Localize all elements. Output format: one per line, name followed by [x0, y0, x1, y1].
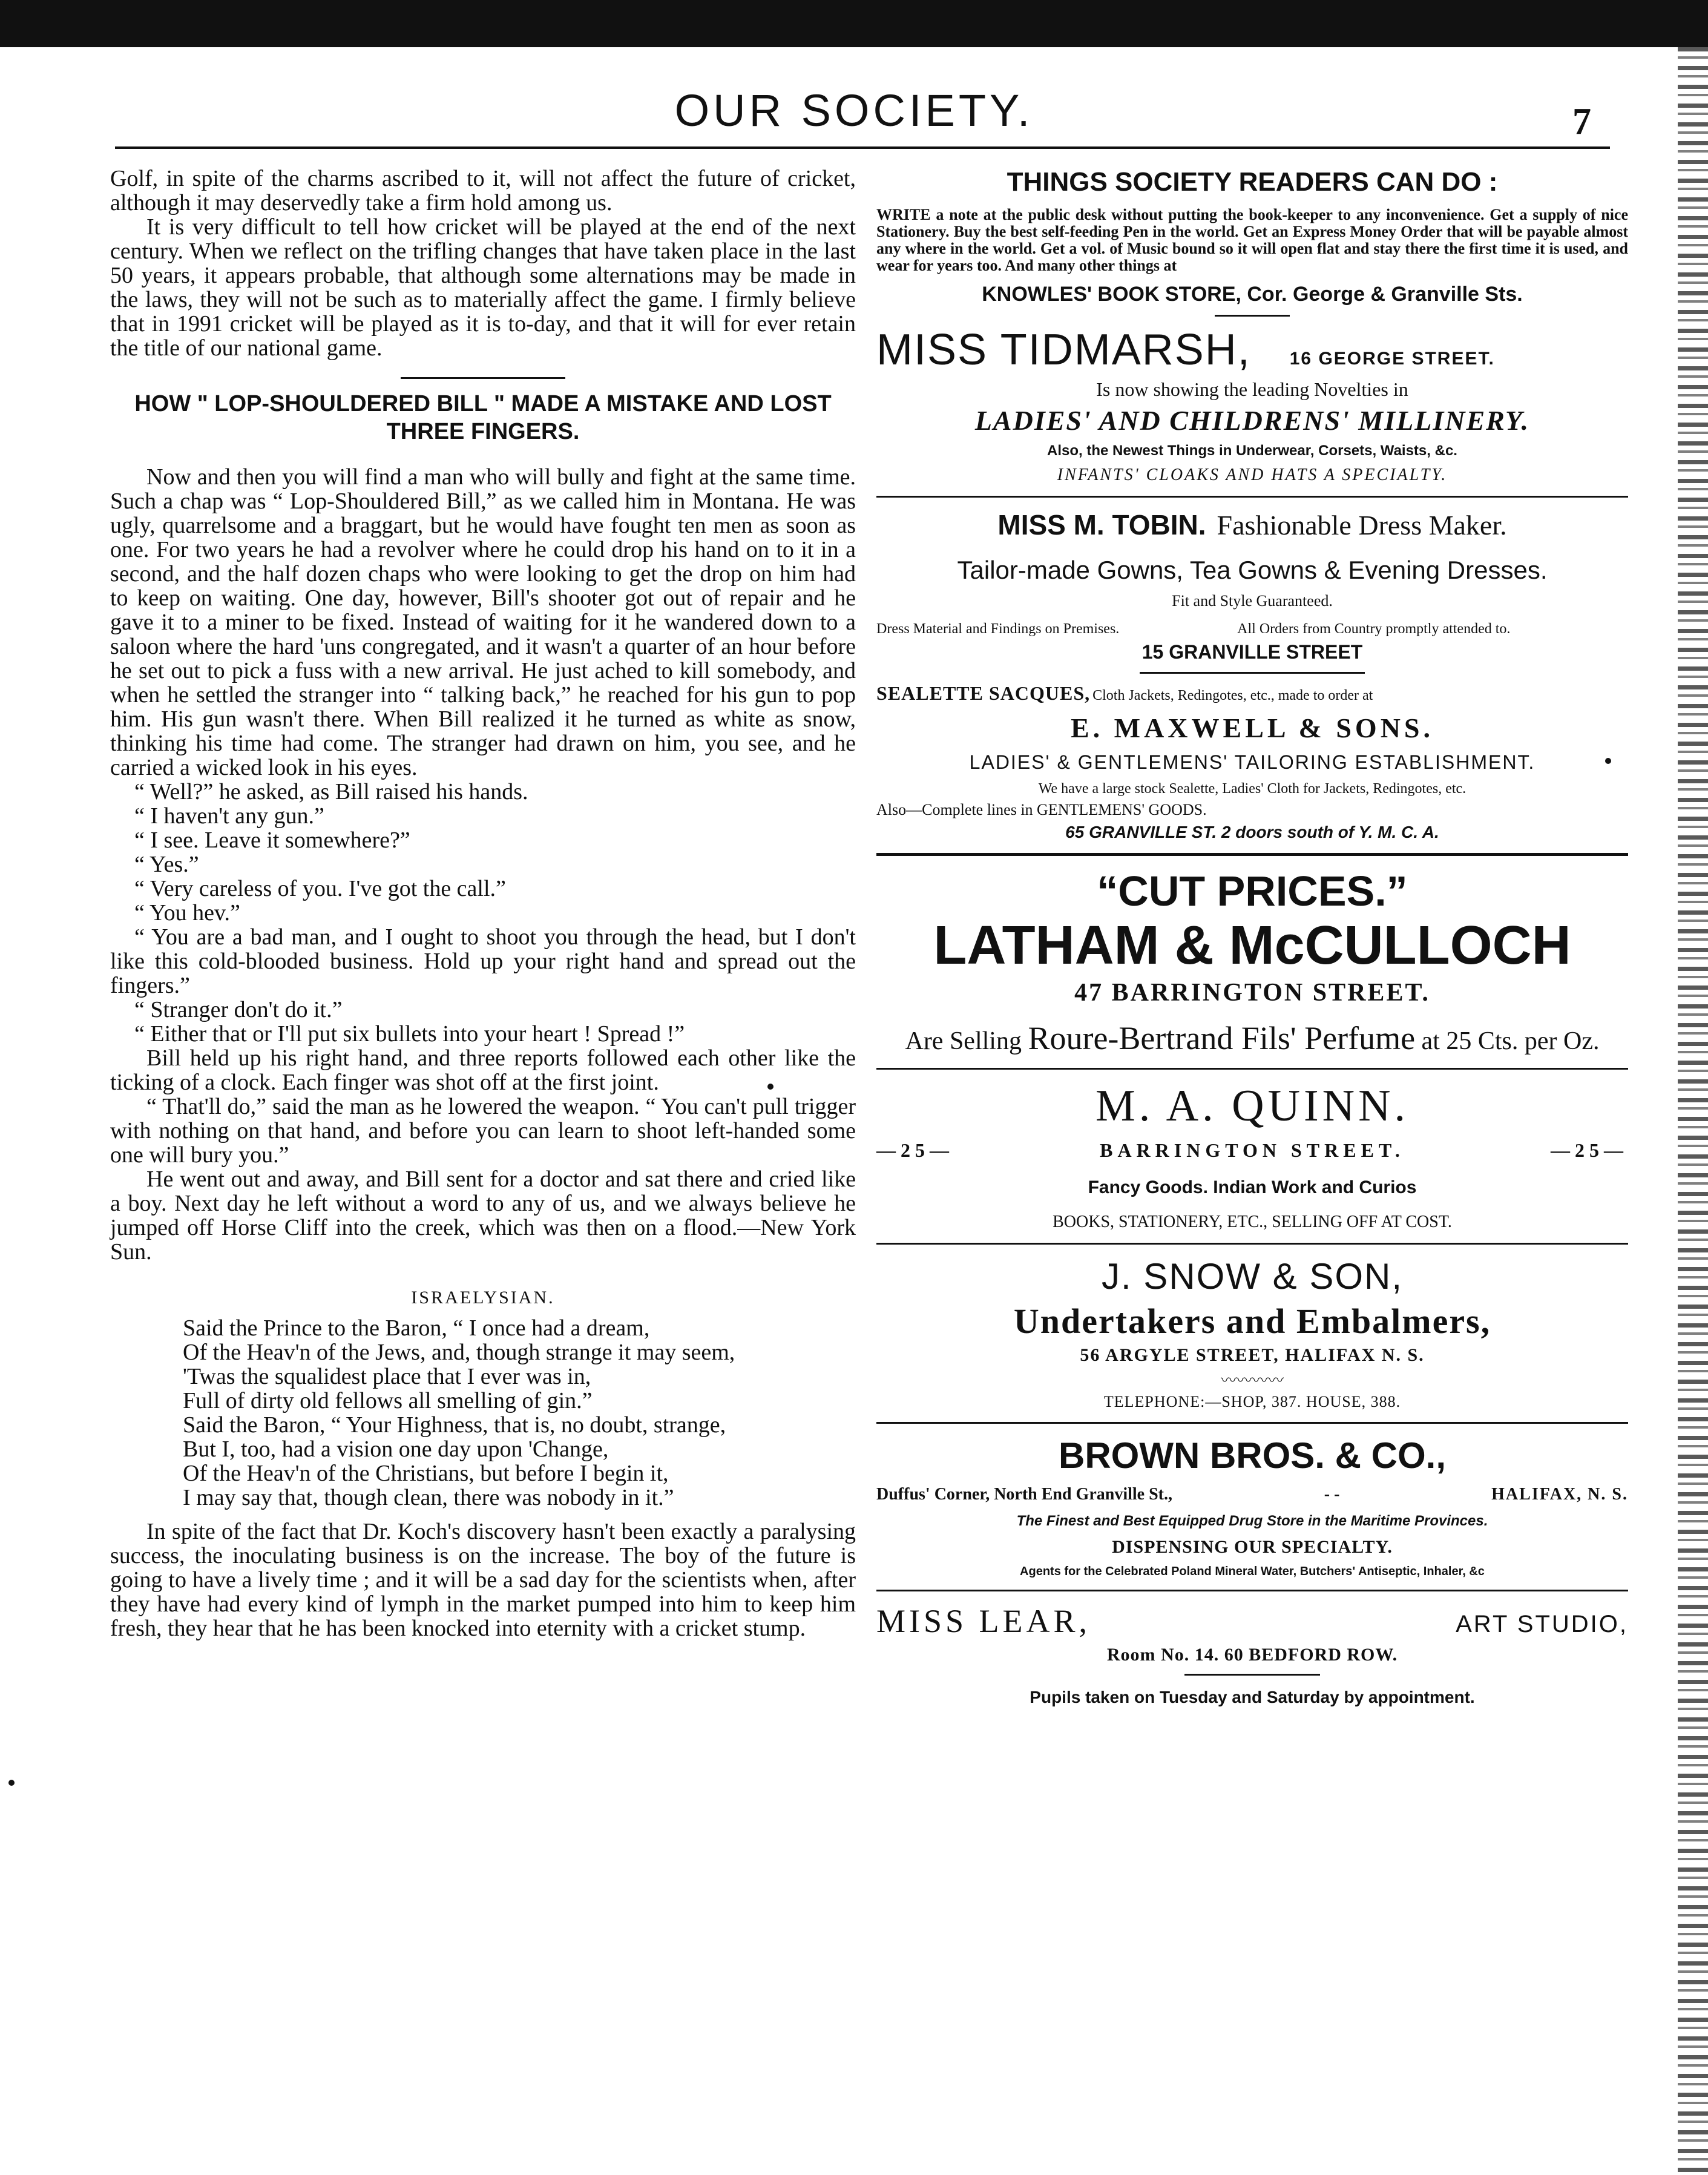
ad-snow-name: J. SNOW & SON, — [1101, 1256, 1404, 1297]
ad-maxwell-line1b: Cloth Jackets, Redingotes, etc., made to order at — [1092, 688, 1373, 703]
ad-divider — [876, 1422, 1628, 1424]
dialogue-line: “ Yes.” — [134, 852, 199, 877]
dialogue-line: “ Either that or I'll put six bullets into your heart ! Spread !” — [134, 1021, 685, 1047]
ad-tidmarsh-name: MISS TIDMARSH, — [876, 326, 1251, 374]
ad-brown-loc-a: Duffus' Corner, North End Granville St., — [876, 1485, 1173, 1504]
ad-divider — [1215, 315, 1290, 317]
story-heading: HOW " LOP-SHOULDERED BILL " MADE A MISTAKE AND LOST THREE FINGERS. — [134, 391, 832, 444]
ad-divider — [1140, 672, 1365, 674]
story-paragraph: Now and then you will find a man who will bully and fight at the same time. Such a chap was “ Lop-Shouldered Bill,” as we called him in Montana. He was ugly, quarrelsome and a braggart, but he would have fought ten men as soon as one. For two years he had a revolver where he could drop his hand on to it in a second, and the half dozen chaps who were looking to get the drop on him had to keep on waiting. One day, however, Bill's shooter got out of repair and he gave it to a miner to be fixed. Instead of waiting for it he wandered down to a saloon where the hard 'uns congregated, and it wasn't a quarter of an hour before he set out to pick a fuss with a new arrival. He just ached to kill somebody, and when he settled the stranger into “ talking back,” he reached for his gun to pop him. His gun wasn't there. When Bill realized it he turned as white as snow, thinking his time had come. The stranger had drawn on him, you see, and he carried a wicked look in his eyes. — [110, 464, 856, 780]
ad-maxwell-line1a: SEALETTE SACQUES, — [876, 682, 1091, 704]
poem-line: Of the Heav'n of the Jews, and, though strange it may seem, — [183, 1340, 735, 1365]
ad-latham-slogan: “CUT PRICES.” — [1097, 867, 1408, 915]
ad-brown-line3: Agents for the Celebrated Poland Mineral Water, Butchers' Antiseptic, Inhaler, &c — [1020, 1565, 1485, 1578]
scan-top-border — [0, 0, 1708, 47]
intro-paragraph: Golf, in spite of the charms ascribed to it, will not affect the future of cricket, although it may deservedly take a firm hold among us. — [110, 166, 856, 216]
ad-lear-note: Pupils taken on Tuesday and Saturday by appointment. — [1030, 1688, 1475, 1706]
ad-brown — [876, 1435, 1628, 1579]
poem-line: I may say that, though clean, there was nobody in it.” — [183, 1485, 674, 1510]
ad-tidmarsh-address: 16 GEORGE STREET. — [1289, 349, 1495, 369]
dialogue-line: “ You are a bad man, and I ought to shoot you through the head, but I don't like this cold-blooded business. Hold up your right hand and spread out the fingers.” — [110, 924, 856, 998]
ad-snow-trade: Undertakers and Embalmers, — [1013, 1301, 1491, 1341]
ink-speck — [767, 1084, 774, 1090]
ad-brown-line1: The Finest and Best Equipped Drug Store in the Maritime Provinces. — [1016, 1513, 1488, 1529]
ad-tidmarsh — [876, 325, 1628, 485]
ad-latham-offer-a: Are Selling — [905, 1027, 1022, 1055]
ad-lear — [876, 1602, 1628, 1707]
ad-quinn-line2: BOOKS, STATIONERY, ETC., SELLING OFF AT COST. — [1053, 1213, 1452, 1231]
ad-tobin-line2: Fit and Style Guaranteed. — [1172, 592, 1333, 610]
closing-paragraph: In spite of the fact that Dr. Koch's discovery hasn't been exactly a paralysing success, the inoculating business is on the increase. The boy of the future is going to have a lively time ; and it will be a sad day for the scientists when, after they have had every kind of lymph in the market pumped into him to keep him fresh, they hear that he has been knocked into eternity with a cricket stump. — [110, 1519, 856, 1641]
ad-latham-offer-c: at 25 Cts. per Oz. — [1421, 1027, 1600, 1055]
ad-tidmarsh-line1: Is now showing the leading Novelties in — [1096, 378, 1408, 400]
dialogue-line: “ Stranger don't do it.” — [134, 997, 343, 1022]
ad-tobin-line3b: All Orders from Country promptly attended to. — [1237, 621, 1511, 637]
ad-knowles-body: WRITE a note at the public desk without putting the book-keeper to any inconvenience. Get a supply of nice Stationery. Buy the best self-feeding Pen in the world. Get an Express Money Order that will be payable almost any where in the world. Get a vol. of Music bound so it will open flat and stay there the first time it is used, and wear for years too. And many other things at — [876, 206, 1628, 274]
ad-snow-phone: TELEPHONE:—SHOP, 387. HOUSE, 388. — [1103, 1393, 1401, 1410]
ad-latham-name: LATHAM & McCULLOCH — [933, 915, 1571, 976]
ad-quinn-num-right: —25— — [1550, 1139, 1628, 1161]
ad-knowles-store: KNOWLES' BOOK STORE, Cor. George & Granville Sts. — [982, 283, 1523, 306]
dialogue-line: “ You hev.” — [134, 900, 240, 926]
poem-line: Said the Baron, “ Your Highness, that is, no doubt, strange, — [183, 1412, 726, 1438]
ad-quinn-line1: Fancy Goods. Indian Work and Curios — [1088, 1177, 1417, 1197]
ad-brown-loc-c: HALIFAX, N. S. — [1491, 1485, 1628, 1504]
scan-binding-edge — [1678, 47, 1708, 2175]
ad-maxwell — [876, 682, 1628, 842]
ad-brown-name: BROWN BROS. & CO., — [1059, 1435, 1446, 1476]
intro-paragraph: It is very difficult to tell how cricket will be played at the end of the next century. When we reflect on the trifling changes that have taken place in the last 50 years, it appears probable, that although some alternations may be made in the laws, they will not be such as to materially affect the game. I firmly believe that in 1991 cricket will be played as it is to-day, and that it will for ever retain the title of our national game. — [110, 214, 856, 361]
poem-line: But I, too, had a vision one day upon 'Change, — [183, 1436, 609, 1462]
ad-quinn-num-left: —25— — [876, 1139, 954, 1161]
poem-line: Said the Prince to the Baron, “ I once had a dream, — [183, 1315, 650, 1341]
ad-divider — [876, 1590, 1628, 1591]
ad-tobin — [876, 508, 1628, 663]
page-number: 7 — [1572, 101, 1591, 142]
ad-quinn — [876, 1081, 1628, 1232]
poem-line: Full of dirty old fellows all smelling of gin.” — [183, 1388, 593, 1413]
dialogue-line: “ I see. Leave it somewhere?” — [134, 828, 410, 853]
ad-maxwell-line4: Also—Complete lines in GENTLEMENS' GOODS. — [876, 801, 1207, 818]
ad-divider — [876, 1243, 1628, 1245]
ad-tobin-name: MISS M. TOBIN. — [997, 509, 1206, 541]
ad-tidmarsh-line3: Also, the Newest Things in Underwear, Corsets, Waists, &c. — [1047, 443, 1457, 459]
section-divider — [401, 377, 565, 379]
ad-latham — [876, 867, 1628, 1057]
ad-divider — [876, 853, 1628, 856]
ad-divider — [876, 1068, 1628, 1070]
ad-lear-studio: ART STUDIO, — [1456, 1611, 1628, 1637]
ad-divider — [876, 496, 1628, 498]
story-paragraph: Bill held up his right hand, and three reports followed each other like the ticking of a clock. Each finger was shot off at the first joint. — [110, 1045, 856, 1095]
ad-maxwell-address: 65 GRANVILLE ST. 2 doors south of Y. M. C. A. — [1065, 823, 1439, 841]
ad-lear-name: MISS LEAR, — [876, 1603, 1091, 1639]
ad-tobin-trade: Fashionable Dress Maker. — [1217, 510, 1507, 541]
ad-divider — [1184, 1674, 1320, 1676]
ad-tidmarsh-line4: INFANTS' CLOAKS AND HATS A SPECIALTY. — [1057, 466, 1448, 484]
ink-speck — [1605, 758, 1611, 764]
ad-latham-offer-b: Roure-Bertrand Fils' Perfume — [1028, 1020, 1416, 1056]
ad-lear-address: Room No. 14. 60 BEDFORD ROW. — [1106, 1645, 1398, 1665]
ad-tobin-address: 15 GRANVILLE STREET — [1141, 641, 1363, 663]
ad-snow: J. SNOW & SON, Undertakers and Embalmers, 56 ARGYLE STREET, HALIFAX N. S. 〰〰〰〰 TELEPHONE:—SHOP, 387. HOUSE, 388. — [876, 1255, 1628, 1411]
story-paragraph: He went out and away, and Bill sent for a doctor and sat there and cried like a boy. Next day he left without a word to any of us, and we always believe he jumped off Horse Cliff into the creek, which was then on a flood.—New York Sun. — [110, 1166, 856, 1265]
ad-tobin-line3a: Dress Material and Findings on Premises. — [876, 621, 1120, 637]
poem — [110, 1316, 856, 1510]
story-paragraph: “ That'll do,” said the man as he lowered the weapon. “ You can't pull trigger with nothing on that hand, and before you can learn to shoot left-handed some one will bury you.” — [110, 1094, 856, 1168]
ad-quinn-name: M. A. QUINN. — [1095, 1081, 1410, 1131]
ad-brown-loc-b: - - — [1324, 1485, 1340, 1504]
header-rule — [115, 146, 1610, 149]
ad-snow-address: 56 ARGYLE STREET, HALIFAX N. S. — [1080, 1345, 1425, 1365]
ad-latham-address: 47 BARRINGTON STREET. — [1074, 979, 1430, 1007]
ad-maxwell-line2: LADIES' & GENTLEMENS' TAILORING ESTABLISHMENT. — [969, 751, 1536, 773]
ad-brown-line2: DISPENSING OUR SPECIALTY. — [1112, 1537, 1393, 1557]
advertisements-column — [876, 166, 1628, 1713]
dialogue-line: “ Well?” he asked, as Bill raised his hands. — [134, 779, 528, 805]
ad-maxwell-line3: We have a large stock Sealette, Ladies' Cloth for Jackets, Redingotes, etc. — [1038, 781, 1467, 797]
ad-knowles — [876, 166, 1628, 306]
ad-knowles-heading: THINGS SOCIETY READERS CAN DO : — [1007, 167, 1498, 197]
ad-tobin-line1: Tailor-made Gowns, Tea Gowns & Evening Dresses. — [957, 556, 1548, 584]
ad-maxwell-name: E. MAXWELL & SONS. — [1070, 712, 1434, 743]
poem-line: 'Twas the squalidest place that I ever was in, — [183, 1364, 591, 1389]
dialogue-line: “ I haven't any gun.” — [134, 803, 324, 829]
left-column — [110, 166, 856, 1640]
poem-title: ISRAELYSIAN. — [411, 1288, 555, 1308]
dialogue-line: “ Very careless of you. I've got the call.” — [134, 876, 506, 901]
ink-speck — [8, 1780, 15, 1786]
poem-line: Of the Heav'n of the Christians, but before I begin it, — [183, 1461, 669, 1486]
page-title: OUR SOCIETY. — [674, 85, 1034, 136]
ad-tidmarsh-line2: LADIES' AND CHILDRENS' MILLINERY. — [974, 405, 1530, 436]
ad-quinn-street: BARRINGTON STREET. — [1100, 1139, 1405, 1161]
